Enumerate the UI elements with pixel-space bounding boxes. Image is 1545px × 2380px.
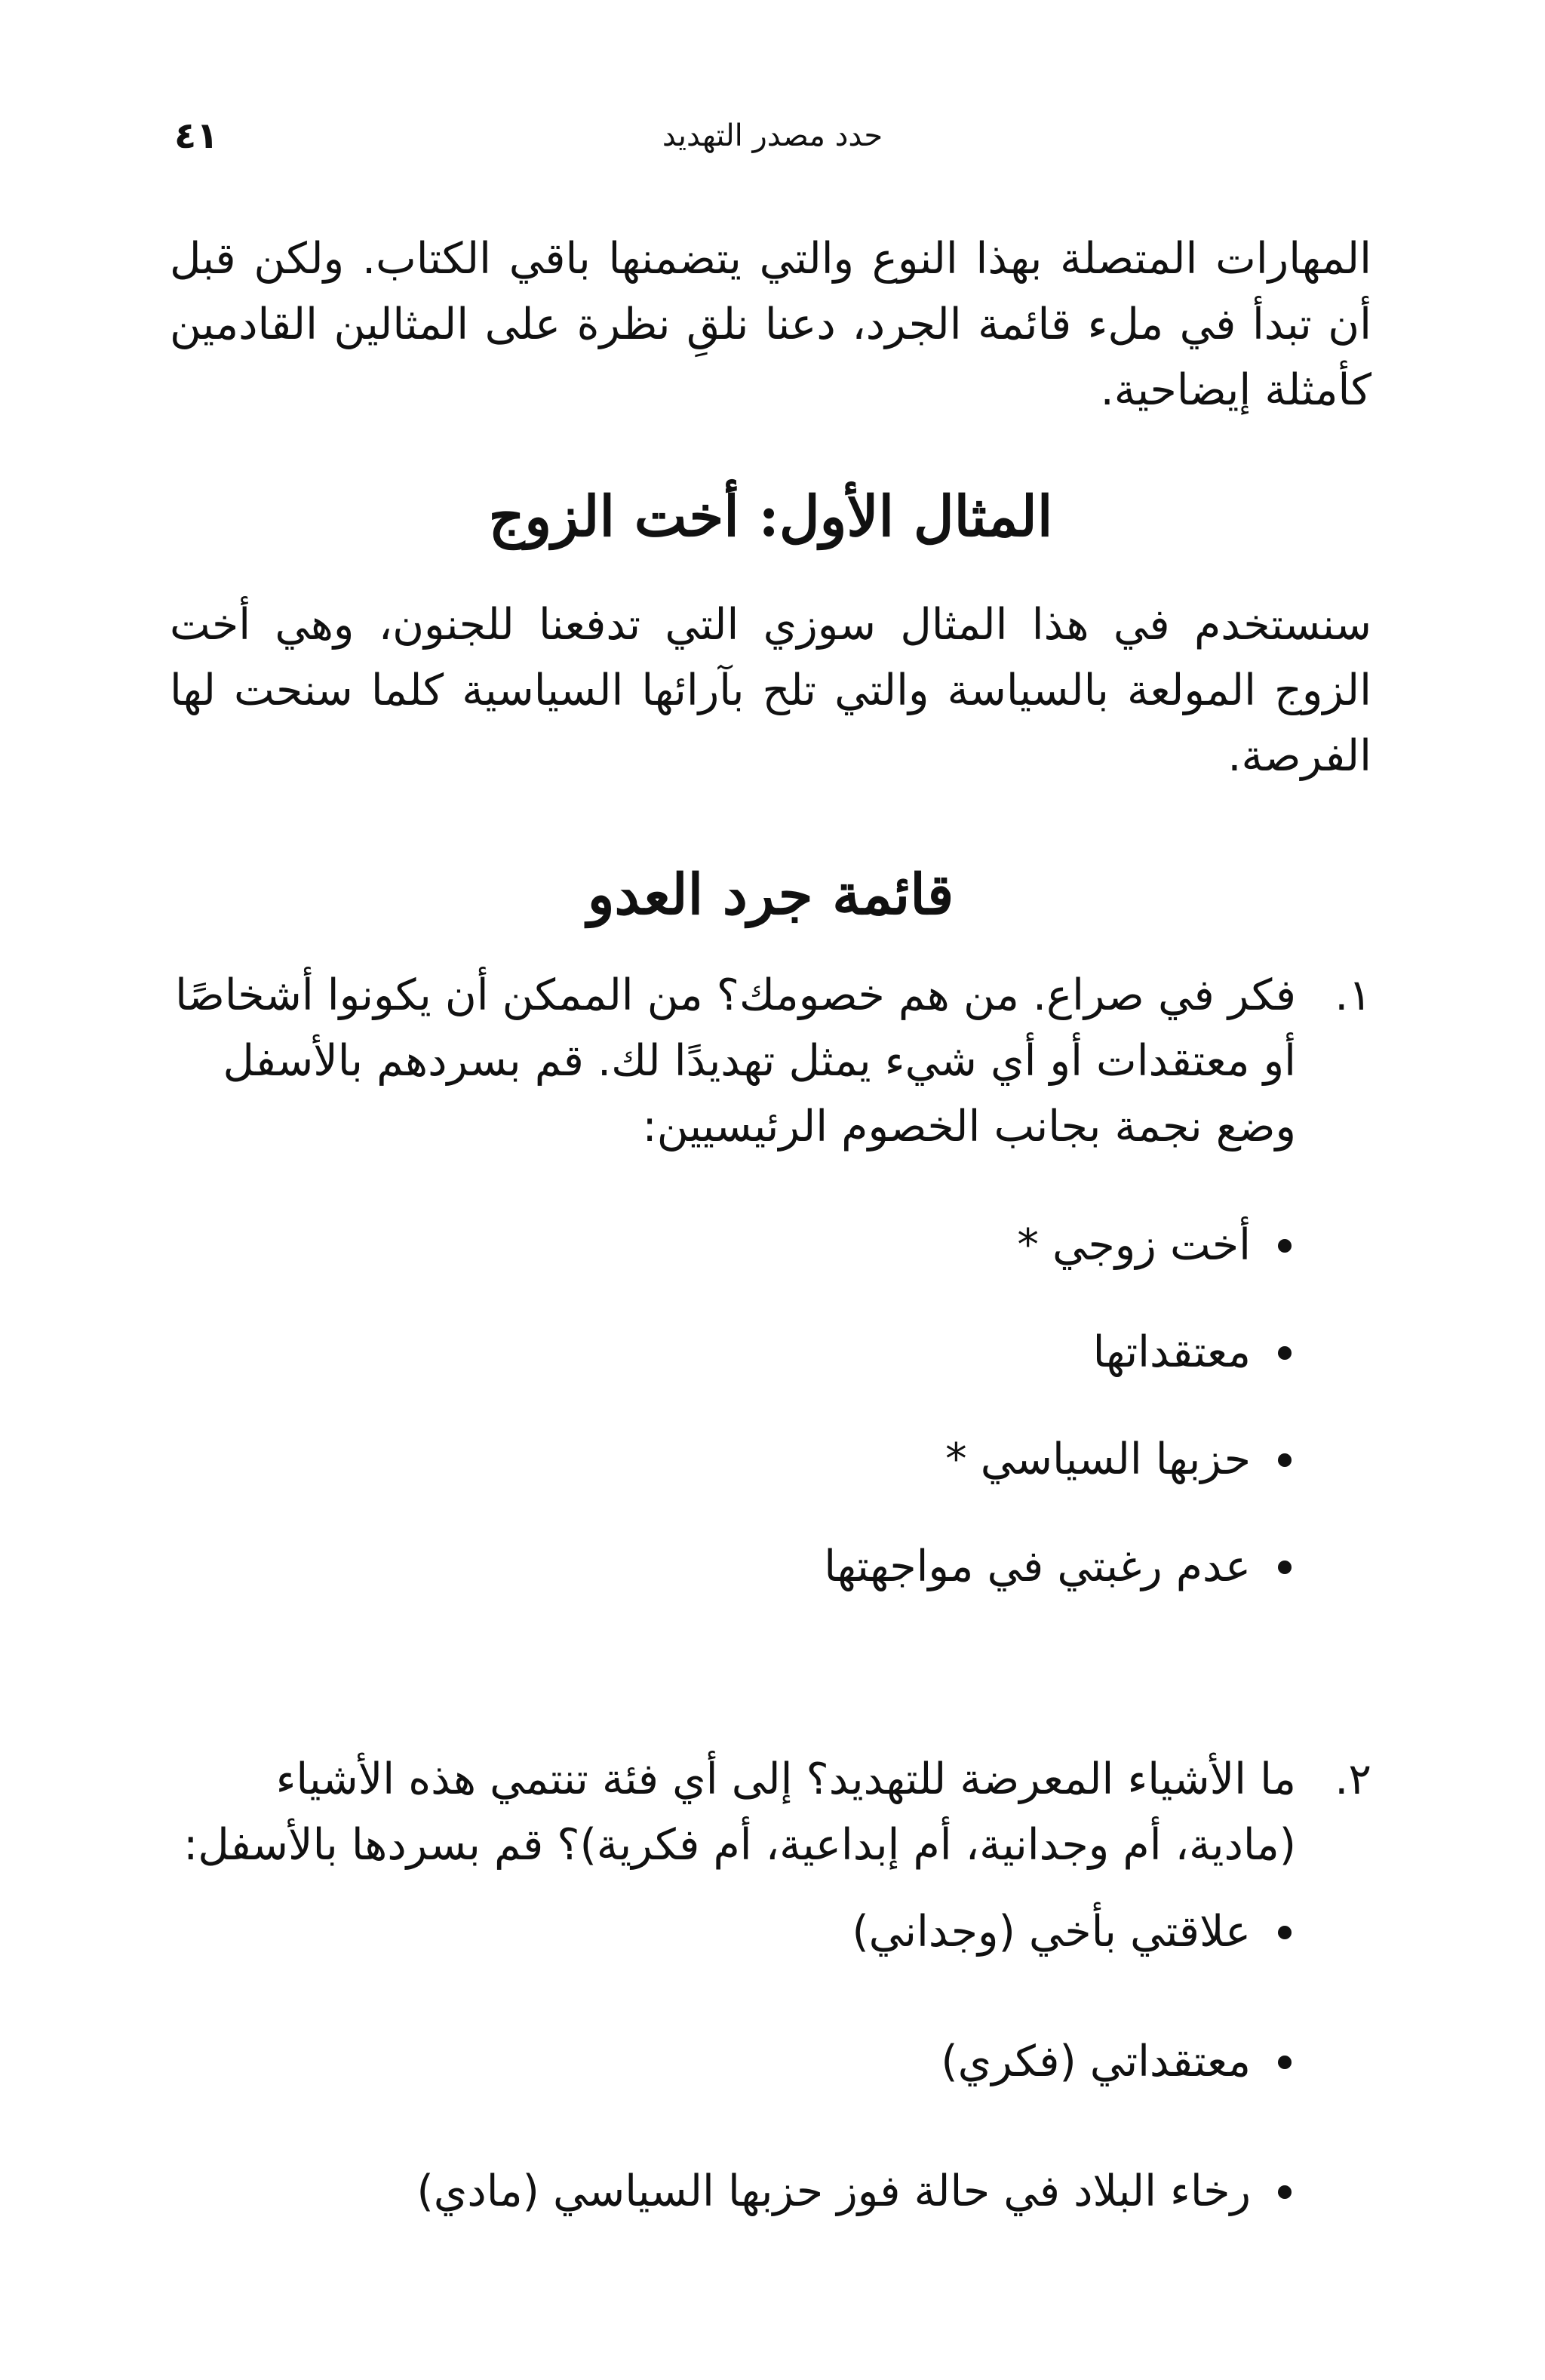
list-item-text: معتقداتي (فكري) bbox=[941, 2037, 1251, 2086]
list-item-text: حزبها السياسي * bbox=[945, 1434, 1251, 1484]
bullet-icon bbox=[1273, 1556, 1296, 1579]
running-title: حدد مصدر التهديد bbox=[662, 118, 883, 153]
list-item bbox=[170, 2029, 1296, 2095]
bullet-icon bbox=[1273, 1449, 1296, 1471]
bullet-icon bbox=[1273, 1235, 1296, 1257]
numbered-item-1 bbox=[170, 963, 1371, 1641]
list-item bbox=[170, 1427, 1296, 1493]
list-item bbox=[170, 2159, 1296, 2225]
page-content bbox=[170, 226, 1371, 2289]
bullet-icon bbox=[1273, 2051, 1296, 2074]
item-number: ٢. bbox=[1335, 1754, 1371, 1804]
list-item-text: عدم رغبتي في مواجهتها bbox=[824, 1542, 1251, 1591]
example-heading: المثال الأول: أخت الزوج bbox=[488, 484, 1053, 549]
list-item-text: أخت زوجي * bbox=[1017, 1220, 1251, 1270]
item-number: ١. bbox=[1335, 970, 1371, 1020]
list-item bbox=[170, 1534, 1296, 1600]
bullet-list bbox=[170, 1899, 1296, 2225]
list-item bbox=[170, 1320, 1296, 1385]
item-text: ما الأشياء المعرضة للتهديد؟ إلى أي فئة تنتمي هذه الأشياء (مادية، أم وجدانية، أم إبداعية، أم فكرية)؟ قم بسردها بالأسفل: bbox=[183, 1754, 1296, 1870]
list-item bbox=[170, 1213, 1296, 1278]
enemy-inventory-heading: قائمة جرد العدو bbox=[587, 863, 954, 927]
item-body bbox=[170, 1747, 1296, 2289]
list-item-text: معتقداتها bbox=[1092, 1327, 1251, 1377]
list-item-text: رخاء البلاد في حالة فوز حزبها السياسي (مادي) bbox=[416, 2166, 1251, 2216]
list-item-text: علاقتي بأخي (وجداني) bbox=[852, 1907, 1251, 1957]
example-paragraph: سنستخدم في هذا المثال سوزي التي تدفعنا للجنون، وهي أخت الزوج المولعة بالسياسة والتي تلح بآرائها السياسية كلما سنحت لها الفرصة. bbox=[170, 600, 1371, 781]
bullet-icon bbox=[1273, 2181, 1296, 2203]
item-body bbox=[170, 963, 1296, 1641]
numbered-item-2 bbox=[170, 1747, 1371, 2289]
bullet-icon bbox=[1273, 1921, 1296, 1944]
item-text: فكر في صراع. من هم خصومك؟ من الممكن أن يكونوا أشخاصًا أو معتقدات أو أي شيء يمثل تهديدًا لك. قم بسردهم بالأسفل وضع نجمة بجانب الخصوم الرئيسيين: bbox=[175, 970, 1296, 1152]
running-header bbox=[162, 106, 1383, 166]
page-number: ٤١ bbox=[174, 115, 219, 157]
bullet-list bbox=[170, 1213, 1296, 1600]
bullet-icon bbox=[1273, 1342, 1296, 1364]
list-item bbox=[170, 1899, 1296, 1965]
intro-paragraph: المهارات المتصلة بهذا النوع والتي يتضمنها باقي الكتاب. ولكن قبل أن تبدأ في ملء قائمة الجرد، دعنا نلقِ نظرة على المثالين القادمين كأمثلة إيضاحية. bbox=[170, 234, 1371, 415]
